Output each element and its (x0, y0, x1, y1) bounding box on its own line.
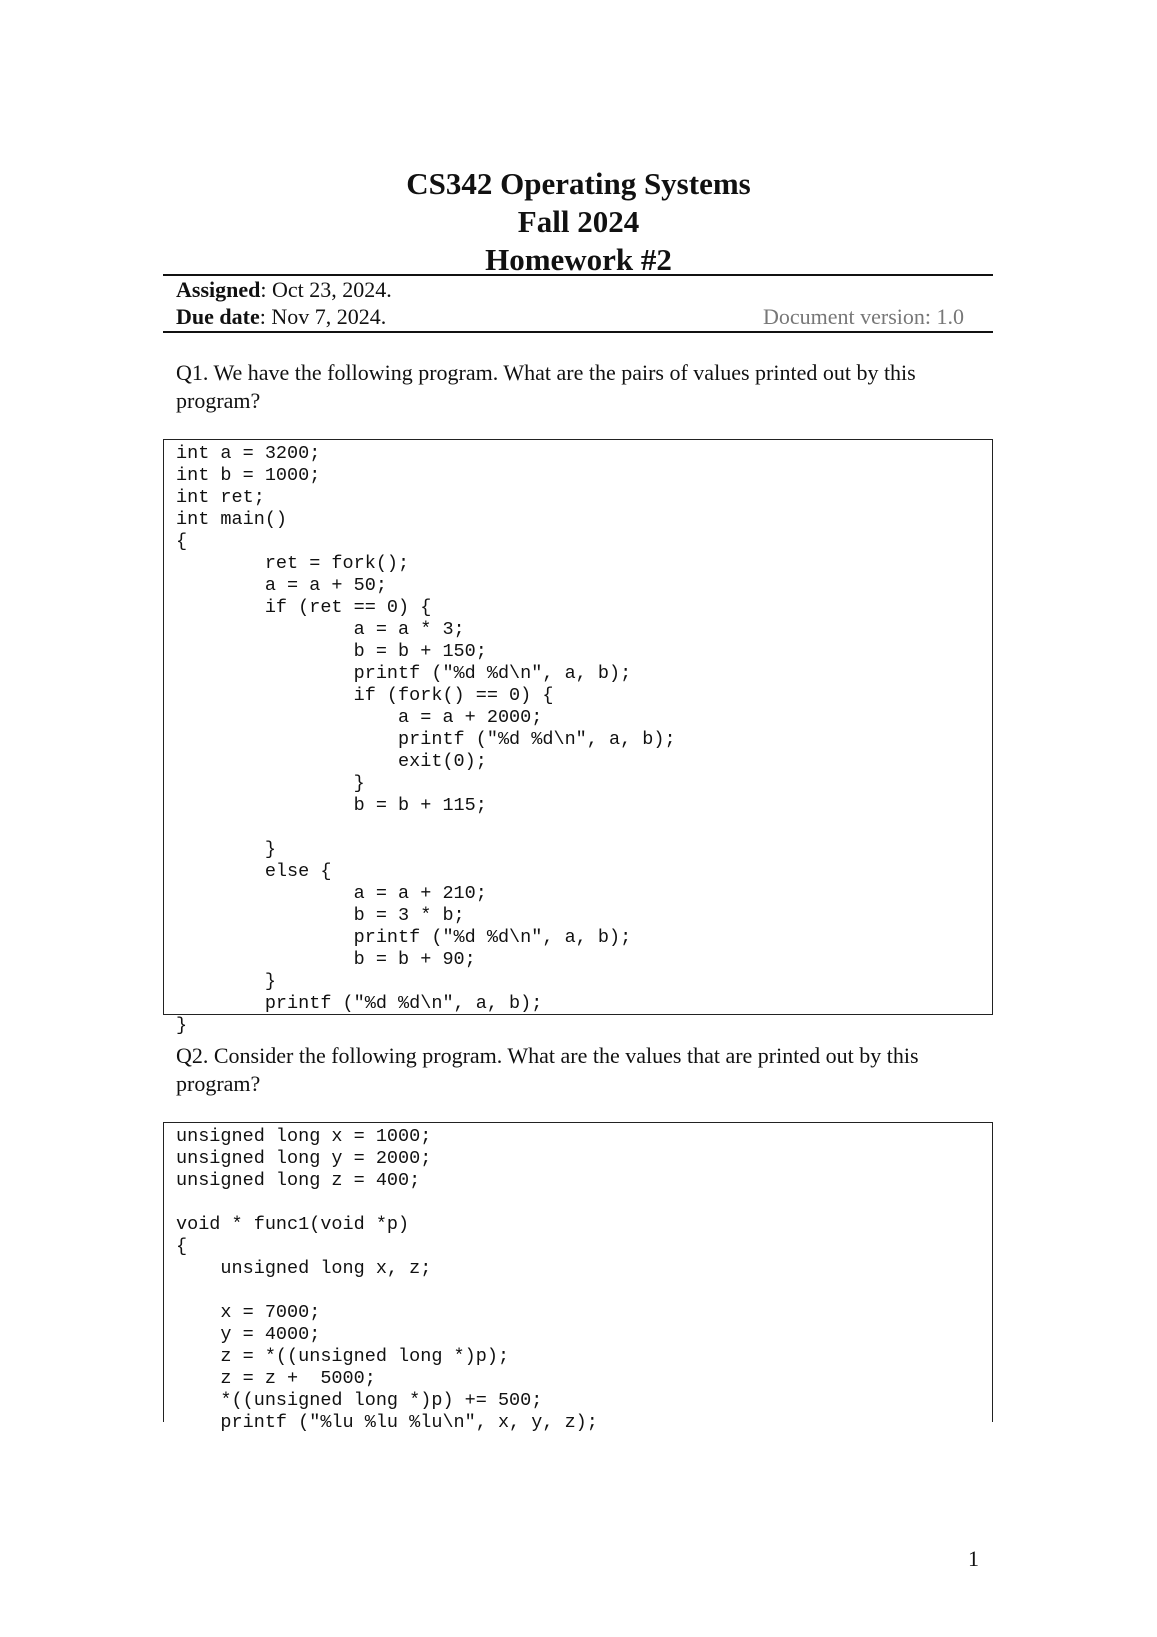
code-line: } (176, 773, 365, 794)
code-line: unsigned long x, z; (176, 1258, 432, 1279)
code-line: { (176, 531, 188, 552)
code-line: b = b + 90; (176, 949, 476, 970)
due-date: : Nov 7, 2024. (259, 304, 387, 329)
code-line: unsigned long z = 400; (176, 1170, 421, 1191)
code-line (176, 1192, 992, 1214)
header-bottom-rule (163, 331, 993, 333)
document-version: Document version: 1.0 (762, 304, 964, 329)
code-line: } (176, 1015, 188, 1036)
code-line: b = b + 150; (176, 641, 487, 662)
due-line (176, 303, 386, 331)
code-line: if (ret == 0) { (176, 597, 432, 618)
code-line: } (176, 971, 276, 992)
code-line: void * func1(void *p) (176, 1214, 410, 1235)
course-title: CS342 Operating Systems (406, 166, 751, 201)
code-line: { (176, 1236, 188, 1257)
code-line: int a = 3200; (176, 443, 321, 464)
code-line: b = b + 115; (176, 795, 487, 816)
code-line: printf ("%d %d\n", a, b); (176, 729, 676, 750)
q2-code-block (163, 1122, 993, 1433)
code-line: unsigned long y = 2000; (176, 1148, 432, 1169)
code-line: a = a * 3; (176, 619, 465, 640)
q1-text: Q1. We have the following program. What are the pairs of values printed out by this program? (176, 360, 916, 413)
term-title: Fall 2024 (517, 204, 640, 239)
code-line: int b = 1000; (176, 465, 321, 486)
code-line (176, 817, 992, 839)
code-line: int main() (176, 509, 288, 530)
code-line: a = a + 2000; (176, 707, 543, 728)
code-line: z = z + 5000; (176, 1368, 376, 1389)
code-line: printf ("%lu %lu %lu\n", x, y, z); (176, 1412, 598, 1433)
code-line: a = a + 50; (176, 575, 387, 596)
page-number: 1 (968, 1546, 979, 1571)
code-line: x = 7000; (176, 1302, 321, 1323)
assigned-label: Assigned (176, 277, 261, 302)
code-line: unsigned long x = 1000; (176, 1126, 432, 1147)
code-line: y = 4000; (176, 1324, 321, 1345)
code-line: z = *((unsigned long *)p); (176, 1346, 510, 1367)
code-line: int ret; (176, 487, 265, 508)
code-line: ret = fork(); (176, 553, 410, 574)
code-line: printf ("%d %d\n", a, b); (176, 663, 632, 684)
code-line: if (fork() == 0) { (176, 685, 554, 706)
code-line (176, 1280, 992, 1302)
q1-code-block (163, 439, 993, 1036)
code-line: else { (176, 861, 332, 882)
assigned-line (176, 276, 392, 304)
code-line: exit(0); (176, 751, 487, 772)
code-line: b = 3 * b; (176, 905, 465, 926)
assigned-date: : Oct 23, 2024. (260, 277, 392, 302)
code-line: printf ("%d %d\n", a, b); (176, 927, 632, 948)
due-label: Due date (176, 304, 260, 329)
code-line: a = a + 210; (176, 883, 487, 904)
code-line: printf ("%d %d\n", a, b); (176, 993, 543, 1014)
assignment-title: Homework #2 (485, 242, 672, 277)
q2-text: Q2. Consider the following program. What are the values that are printed out by this program? (176, 1043, 919, 1096)
code-line: } (176, 839, 276, 860)
code-line: *((unsigned long *)p) += 500; (176, 1390, 543, 1411)
document-title (0, 165, 1157, 279)
